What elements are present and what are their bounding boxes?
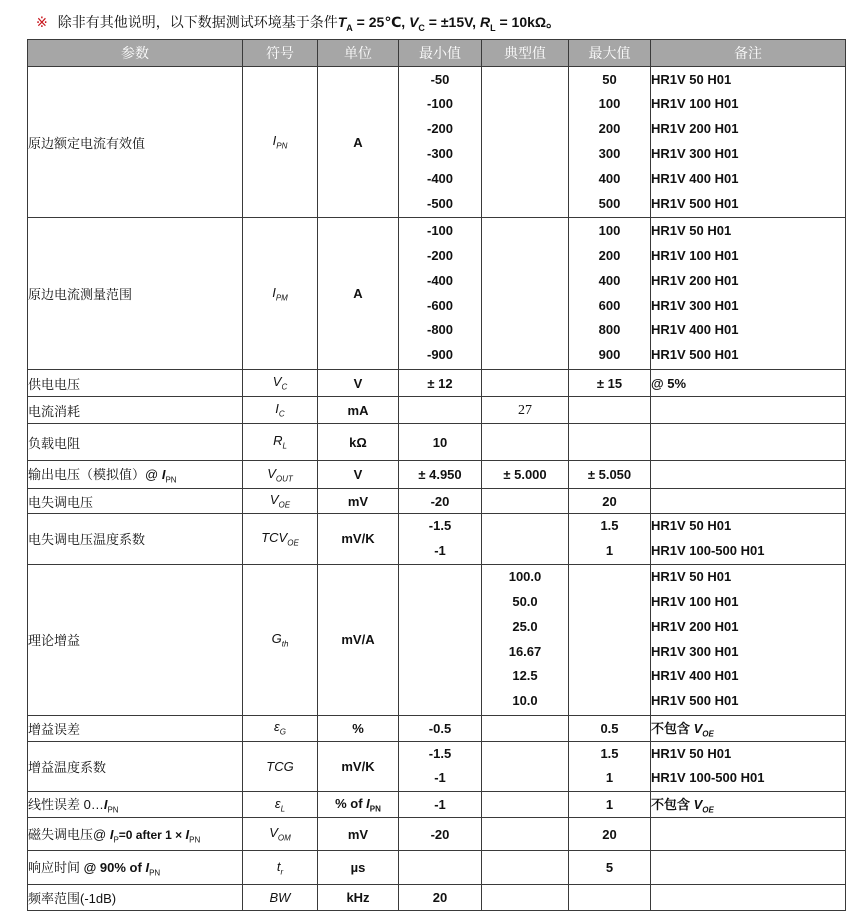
min-cell: ± 4.950 [399,461,482,489]
max-cell: 100 200 400 600 800 900 [569,218,651,370]
unit-cell: % of $I_{PN}$ [318,792,399,818]
remarks-cell: HR1V 50 H01 HR1V 100-500 H01 [651,514,846,565]
unit-cell: mV [318,818,399,851]
unit-cell: A [318,218,399,370]
header-row [28,40,846,67]
table-row [28,514,846,565]
typ-cell [482,514,569,565]
typ-cell [482,218,569,370]
symbol-cell: $\varepsilon_G$ [243,715,318,741]
typ-cell: 100.0 50.0 25.0 16.67 12.5 10.0 [482,564,569,715]
symbol-cell: $R_L$ [243,424,318,461]
min-cell: 20 [399,885,482,911]
table-row [28,218,846,370]
min-cell: ± 12 [399,370,482,397]
param-cell: 电流消耗 [28,397,243,424]
remarks-cell: 不包含 $V_{OE}$ [651,792,846,818]
typ-cell: 27 [482,397,569,424]
min-cell: -100 -200 -400 -600 -800 -900 [399,218,482,370]
header-min: 最小值 [399,40,482,67]
unit-cell: mA [318,397,399,424]
unit-cell: mV/K [318,514,399,565]
min-cell: -20 [399,489,482,514]
remarks-cell: HR1V 50 H01 HR1V 100 H01 HR1V 200 H01 HR1V 300 H01 HR1V 400 H01 HR1V 500 H01 [651,564,846,715]
max-cell: ± 15 [569,370,651,397]
remarks-cell: HR1V 50 H01 HR1V 100-500 H01 [651,741,846,792]
max-cell: ± 5.050 [569,461,651,489]
remarks-cell [651,397,846,424]
param-cell: 电失调电压 [28,489,243,514]
symbol-cell: $TCV_{OE}$ [243,514,318,565]
max-cell: 20 [569,489,651,514]
remarks-cell [651,885,846,911]
table-row [28,564,846,715]
typ-cell [482,67,569,218]
typ-cell [482,741,569,792]
remarks-cell [651,818,846,851]
note-prefix: 除非有其他说明，以下数据测试环境基于条件 [57,14,338,30]
min-cell [399,564,482,715]
header-param: 参数 [28,40,243,67]
symbol-cell: $V_{OE}$ [243,489,318,514]
max-cell [569,424,651,461]
param-cell: 原边电流测量范围 [28,218,243,370]
header-symbol: 符号 [243,40,318,67]
table-row [28,851,846,885]
symbol-cell: $V_{OM}$ [243,818,318,851]
max-cell [569,397,651,424]
typ-cell [482,370,569,397]
param-cell: 理论增益 [28,564,243,715]
max-cell: 20 [569,818,651,851]
min-cell: -1.5 -1 [399,514,482,565]
min-cell: -50 -100 -200 -300 -400 -500 [399,67,482,218]
param-cell: 响应时间 @ 90% of $I_{PN}$ [28,851,243,885]
min-cell: -0.5 [399,715,482,741]
typ-cell [482,715,569,741]
unit-cell: V [318,461,399,489]
typ-cell [482,885,569,911]
max-cell [569,564,651,715]
unit-cell: kHz [318,885,399,911]
max-cell: 1.5 1 [569,741,651,792]
table-row [28,424,846,461]
spec-table [27,39,846,911]
typ-cell [482,792,569,818]
typ-cell [482,489,569,514]
symbol-cell: $I_C$ [243,397,318,424]
typ-cell [482,851,569,885]
unit-cell: A [318,67,399,218]
unit-cell: V [318,370,399,397]
param-cell: 电失调电压温度系数 [28,514,243,565]
param-cell: 频率范围(-1dB) [28,885,243,911]
remarks-cell [651,424,846,461]
remarks-cell [651,489,846,514]
reference-mark: ※ [36,14,48,30]
param-cell: 增益温度系数 [28,741,243,792]
max-cell: 1 [569,792,651,818]
min-cell [399,851,482,885]
unit-cell: µs [318,851,399,885]
remarks-cell: HR1V 50 H01 HR1V 100 H01 HR1V 200 H01 HR1V 300 H01 HR1V 400 H01 HR1V 500 H01 [651,218,846,370]
header-remarks: 备注 [651,40,846,67]
table-row [28,370,846,397]
remarks-cell [651,851,846,885]
unit-cell: mV/A [318,564,399,715]
param-cell: 输出电压（模拟值）@ $I_{PN}$ [28,461,243,489]
unit-cell: kΩ [318,424,399,461]
symbol-cell: $I_{PN}$ [243,67,318,218]
unit-cell: mV [318,489,399,514]
header-unit: 单位 [318,40,399,67]
max-cell: 5 [569,851,651,885]
table-row [28,741,846,792]
param-cell: 磁失调电压@ $I_P=0$ after $1 \times I_{PN}$ [28,818,243,851]
header-typ: 典型值 [482,40,569,67]
max-cell: 0.5 [569,715,651,741]
typ-cell: ± 5.000 [482,461,569,489]
typ-cell [482,818,569,851]
min-cell [399,397,482,424]
symbol-cell: $t_r$ [243,851,318,885]
table-row [28,461,846,489]
symbol-cell: $I_{PM}$ [243,218,318,370]
symbol-cell: $V_{OUT}$ [243,461,318,489]
param-cell: 供电电压 [28,370,243,397]
typ-cell [482,424,569,461]
min-cell: -1.5 -1 [399,741,482,792]
symbol-cell: $\varepsilon_L$ [243,792,318,818]
min-cell: 10 [399,424,482,461]
remarks-cell [651,461,846,489]
table-row [28,715,846,741]
table-row [28,885,846,911]
param-cell: 增益误差 [28,715,243,741]
table-row [28,489,846,514]
table-row [28,397,846,424]
min-cell: -1 [399,792,482,818]
symbol-cell: TCG [243,741,318,792]
max-cell [569,885,651,911]
param-cell: 线性误差 $0\dots I_{PN}$ [28,792,243,818]
unit-cell: % [318,715,399,741]
unit-cell: mV/K [318,741,399,792]
symbol-cell: BW [243,885,318,911]
max-cell: 1.5 1 [569,514,651,565]
test-conditions-note: ※ 除非有其他说明，以下数据测试环境基于条件$T_A$ = 25℃, $V_C = \pm 15V$, $R_L = 10k\Omega$。 [36,14,561,33]
param-cell: 负载电阻 [28,424,243,461]
max-cell: 50 100 200 300 400 500 [569,67,651,218]
header-max: 最大值 [569,40,651,67]
param-cell: 原边额定电流有效值 [28,67,243,218]
remarks-cell: @ 5% [651,370,846,397]
table-row [28,818,846,851]
symbol-cell: $V_C$ [243,370,318,397]
remarks-cell: 不包含 $V_{OE}$ [651,715,846,741]
table-row [28,67,846,218]
table-row [28,792,846,818]
symbol-cell: $G_{th}$ [243,564,318,715]
min-cell: -20 [399,818,482,851]
remarks-cell: HR1V 50 H01 HR1V 100 H01 HR1V 200 H01 HR1V 300 H01 HR1V 400 H01 HR1V 500 H01 [651,67,846,218]
